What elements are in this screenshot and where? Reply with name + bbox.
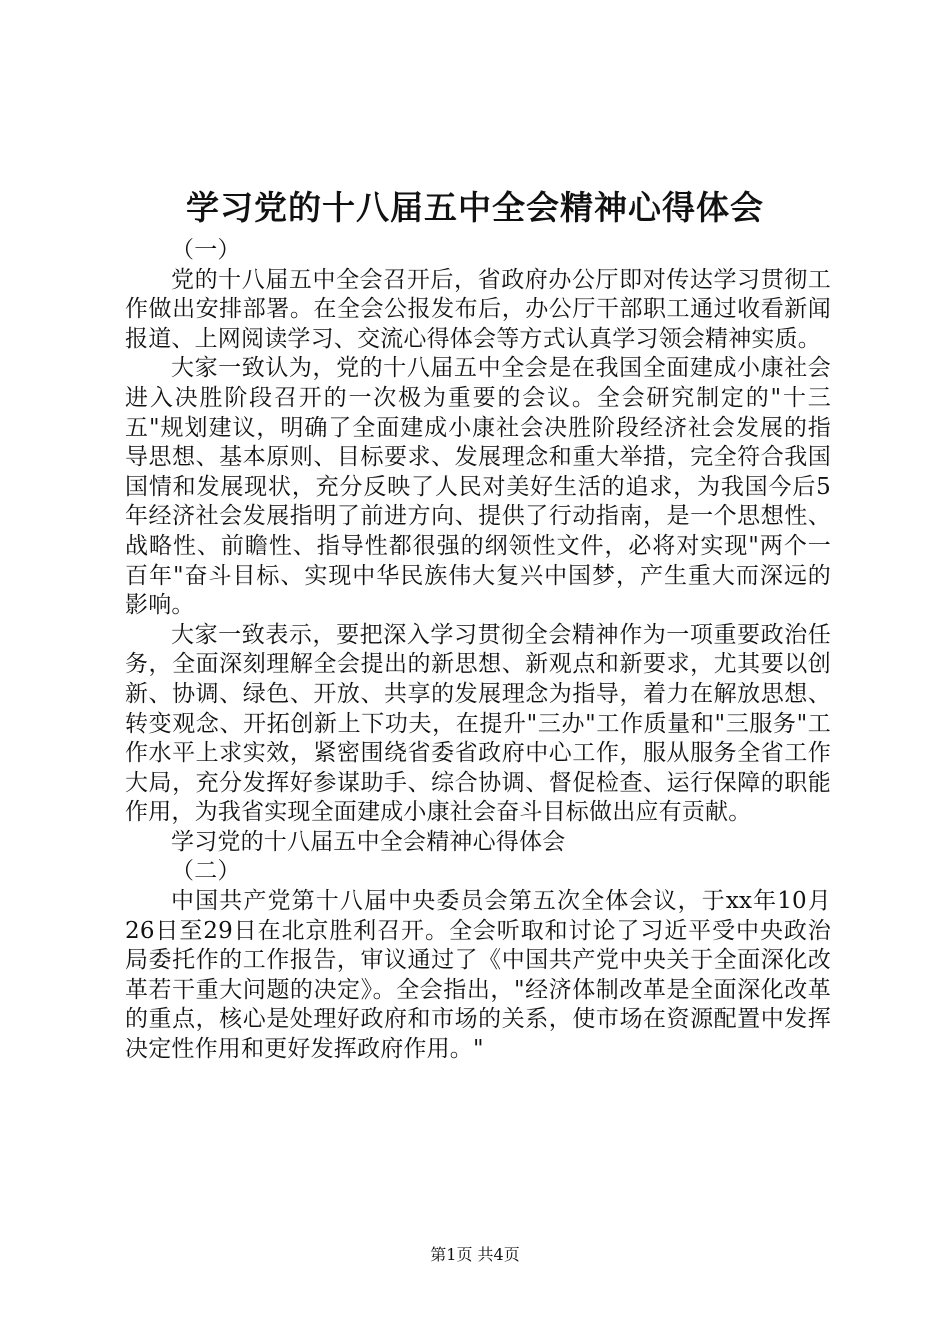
paragraph: 党的十八届五中全会召开后，省政府办公厅即对传达学习贯彻工作做出安排部署。在全会公报发布后，办公厅干部职工通过收看新闻报道、上网阅读学习、交流心得体会等方式认真学习领会精神实质。	[125, 266, 831, 352]
section-label-2: （二）	[171, 858, 241, 885]
document-body	[125, 236, 831, 1065]
paragraph: 大家一致表示，要把深入学习贯彻全会精神作为一项重要政治任务，全面深刻理解全会提出的新思想、新观点和新要求，尤其要以创新、协调、绿色、开放、共享的发展理念为指导，着力在解放思想、转变观念、开拓创新上下功夫，在提升"三办"工作质量和"三服务"工作水平上求实效，紧密围绕省委省政府中心工作，服从服务全省工作大局，充分发挥好参谋助手、综合协调、督促检查、运行保障的职能作用，为我省实现全面建成小康社会奋斗目标做出应有贡献。	[125, 621, 831, 826]
section-subtitle: 学习党的十八届五中全会精神心得体会	[171, 828, 566, 855]
section-label-1: （一）	[171, 237, 241, 263]
document-title: 学习党的十八届五中全会精神心得体会	[186, 188, 764, 227]
page-number-footer: 第1页 共4页	[430, 1245, 520, 1264]
paragraph: 中国共产党第十八届中央委员会第五次全体会议，于xx年10月26日至29日在北京胜利召开。全会听取和讨论了习近平受中央政治局委托作的工作报告，审议通过了《中国共产党中央关于全面深化改革若干重大问题的决定》。全会指出，"经济体制改革是全面深化改革的重点，核心是处理好政府和市场的关系，使市场在资源配置中发挥决定性作用和更好发挥政府作用。"	[125, 888, 831, 1063]
paragraph: 大家一致认为，党的十八届五中全会是在我国全面建成小康社会进入决胜阶段召开的一次极为重要的会议。全会研究制定的"十三五"规划建议，明确了全面建成小康社会决胜阶段经济社会发展的指导思想、基本原则、目标要求、发展理念和重大举措，完全符合我国国情和发展现状，充分反映了人民对美好生活的追求，为我国今后5年经济社会发展指明了前进方向、提供了行动指南，是一个思想性、战略性、前瞻性、指导性都很强的纲领性文件，必将对实现"两个一百年"奋斗目标、实现中华民族伟大复兴中国梦，产生重大而深远的影响。	[125, 355, 831, 619]
